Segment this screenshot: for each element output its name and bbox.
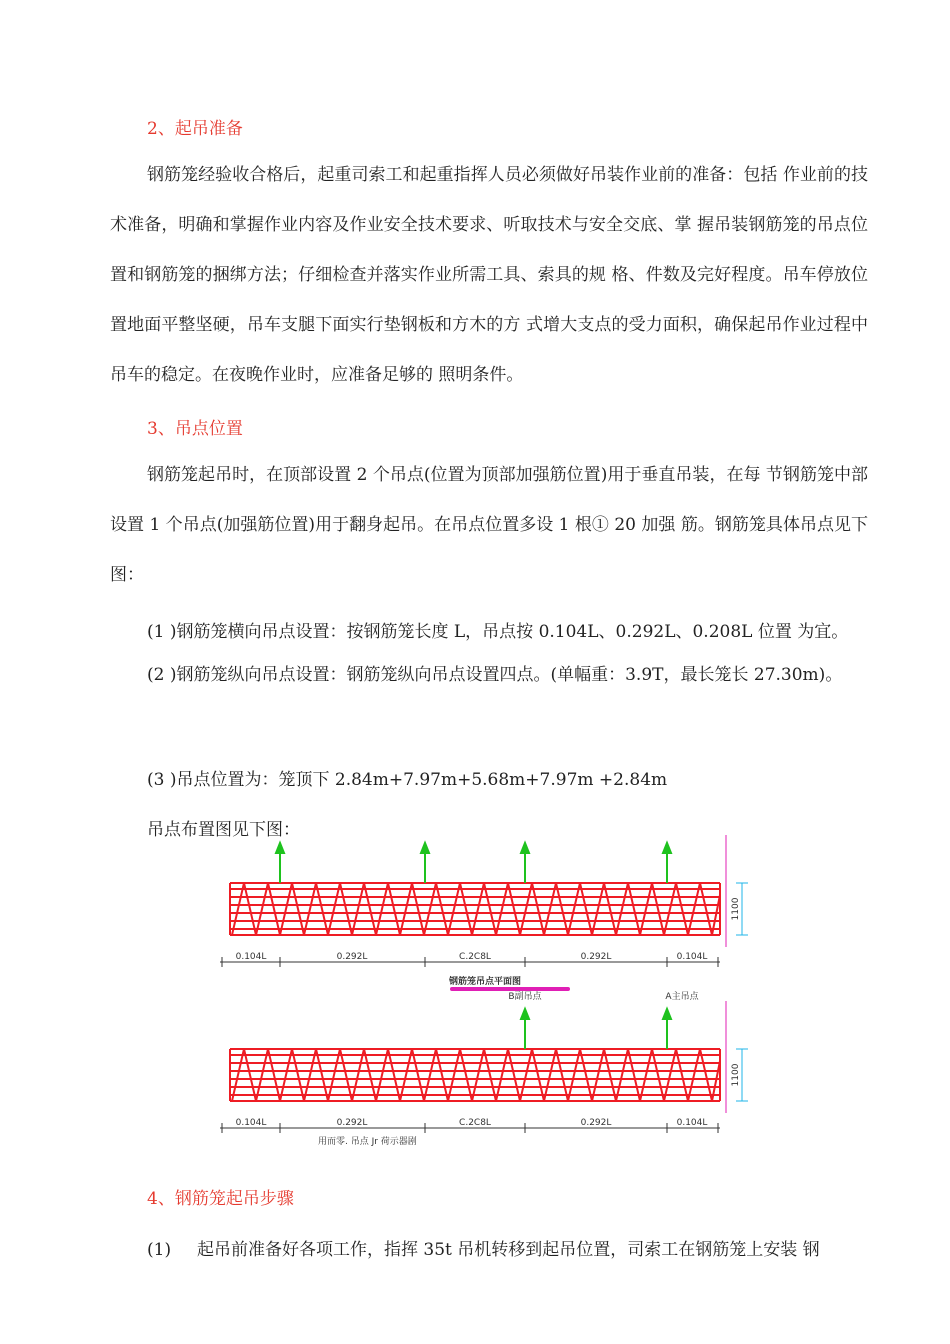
section-2-heading: 2、起吊准备 bbox=[147, 119, 243, 139]
list-item-1: (1 )钢筋笼横向吊点设置：按钢筋笼长度 L，吊点按 0.104L、0.292L、0.208L 位置 为宜。 bbox=[147, 622, 849, 642]
top-dim-5: 0.104L bbox=[676, 952, 708, 962]
top-rebar-cage bbox=[230, 883, 720, 935]
list-item-3: (3 )吊点位置为：笼顶下 2.84m+7.97m+5.68m+7.97m +2.84m bbox=[147, 770, 668, 790]
top-dim-1: 0.104L bbox=[235, 952, 267, 962]
top-lift-arrows bbox=[276, 843, 671, 883]
bottom-dim-1: 0.104L bbox=[235, 1118, 267, 1128]
step-1-number: (1) bbox=[147, 1240, 172, 1260]
plan-title-underline bbox=[450, 987, 570, 991]
bottom-dim-2: 0.292L bbox=[336, 1118, 368, 1128]
bottom-dim-5: 0.104L bbox=[676, 1118, 708, 1128]
list-item-2: (2 )钢筋笼纵向吊点设置：钢筋笼纵向吊点设置四点。(单幅重：3.9T，最长笼长 27.30m)。 bbox=[147, 665, 843, 685]
step-1 bbox=[147, 1235, 820, 1260]
bottom-dim-3: C.2C8L bbox=[459, 1118, 491, 1128]
figure-caption: 用而零. 吊点 Jr 荷示器剧 bbox=[318, 1137, 417, 1147]
top-dim-3: C.2C8L bbox=[459, 952, 491, 962]
sub-point-label: B副吊点 bbox=[508, 992, 542, 1002]
bottom-lift-arrows bbox=[521, 1009, 671, 1049]
step-1-text: 起吊前准备好各项工作，指挥 35t 吊机转移到起吊位置，司索工在钢筋笼上安装 钢 bbox=[197, 1240, 820, 1260]
top-dim-2: 0.292L bbox=[336, 952, 368, 962]
plan-title: 钢筋笼吊点平面图 bbox=[448, 977, 522, 987]
section-4-heading: 4、钢筋笼起吊步骤 bbox=[147, 1189, 294, 1209]
bottom-height-label: 1100 bbox=[731, 1063, 741, 1087]
top-dim-4: 0.292L bbox=[580, 952, 612, 962]
bottom-rebar-cage bbox=[230, 1049, 720, 1101]
top-height-label: 1100 bbox=[731, 897, 741, 921]
lifting-point-diagram bbox=[220, 835, 750, 1155]
figure-intro: 吊点布置图见下图： bbox=[147, 820, 300, 840]
section-3-paragraph: 钢筋笼起吊时，在顶部设置 2 个吊点(位置为顶部加强筋位置)用于垂直吊装，在每 节钢筋笼中部设置 1 个吊点(加强筋位置)用于翻身起吊。在吊点位置多设 1 根① 20 加强 筋。钢筋笼具体吊点见下图： bbox=[110, 465, 868, 585]
diagram-svg bbox=[220, 835, 750, 1155]
section-2-paragraph: 钢筋笼经验收合格后，起重司索工和起重指挥人员必须做好吊装作业前的准备：包括 作业前的技术准备，明确和掌握作业内容及作业安全技术要求、听取技术与安全交底、掌 握吊装钢筋笼的吊点位置和钢筋笼的捆绑方法；仔细检查并落实作业所需工具、索具的规 格、件数及完好程度。吊车停放位置地面平整坚硬，吊车支腿下面实行垫钢板和方木的方 式增大支点的受力面积，确保起吊作业过程中吊车的稳定。在夜晚作业时，应准备足够的 照明条件。 bbox=[110, 165, 868, 385]
section-3-heading: 3、吊点位置 bbox=[147, 419, 243, 439]
bottom-dim-4: 0.292L bbox=[580, 1118, 612, 1128]
main-point-label: A主吊点 bbox=[665, 992, 699, 1002]
